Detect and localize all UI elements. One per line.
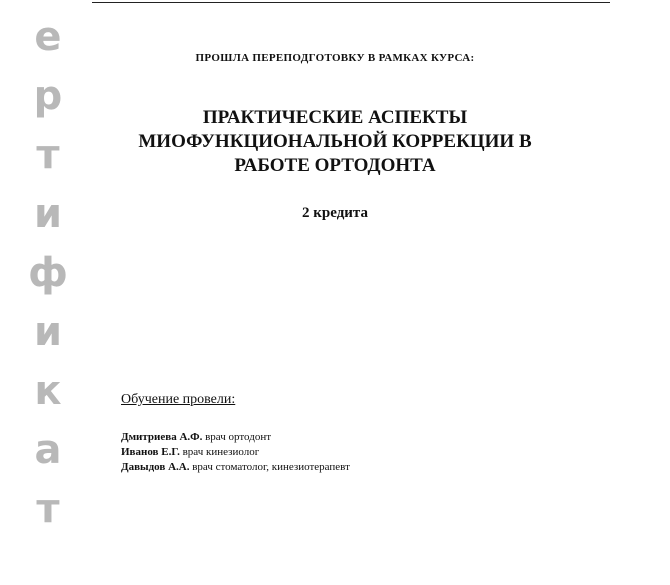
instructor-item bbox=[121, 445, 350, 460]
top-divider bbox=[92, 2, 610, 3]
course-title-line: МИОФУНКЦИОНАЛЬНОЙ КОРРЕКЦИИ В bbox=[138, 131, 532, 152]
vertical-letter: р bbox=[33, 73, 63, 119]
vertical-letter: е bbox=[34, 14, 62, 60]
instructors-heading: Обучение провели: bbox=[121, 392, 236, 407]
course-title bbox=[120, 106, 550, 178]
instructor-role: врач ортодонт bbox=[205, 431, 272, 443]
vertical-letter: и bbox=[33, 191, 63, 237]
certificate-vertical-word bbox=[18, 8, 78, 548]
instructor-item bbox=[121, 430, 350, 445]
vertical-letter: ф bbox=[28, 250, 68, 296]
instructor-role: врач кинезиолог bbox=[182, 446, 260, 458]
course-credits: 2 кредита bbox=[302, 205, 368, 221]
instructors-list bbox=[121, 430, 350, 475]
vertical-letter: к bbox=[34, 368, 62, 414]
course-intro: ПРОШЛА ПЕРЕПОДГОТОВКУ В РАМКАХ КУРСА: bbox=[195, 52, 475, 64]
vertical-letter: т bbox=[36, 486, 60, 532]
course-title-line: ПРАКТИЧЕСКИЕ АСПЕКТЫ bbox=[202, 107, 468, 128]
instructor-name: Давыдов А.А. bbox=[121, 461, 190, 473]
course-title-line: РАБОТЕ ОРТОДОНТА bbox=[234, 155, 436, 176]
instructor-role: врач стоматолог, кинезиотерапевт bbox=[192, 461, 350, 473]
vertical-letter: т bbox=[36, 132, 60, 178]
vertical-letter: и bbox=[33, 309, 63, 355]
instructor-name: Дмитриева А.Ф. bbox=[121, 431, 203, 443]
instructor-name: Иванов Е.Г. bbox=[121, 446, 180, 458]
instructor-item bbox=[121, 460, 350, 475]
vertical-letter: а bbox=[34, 427, 62, 473]
